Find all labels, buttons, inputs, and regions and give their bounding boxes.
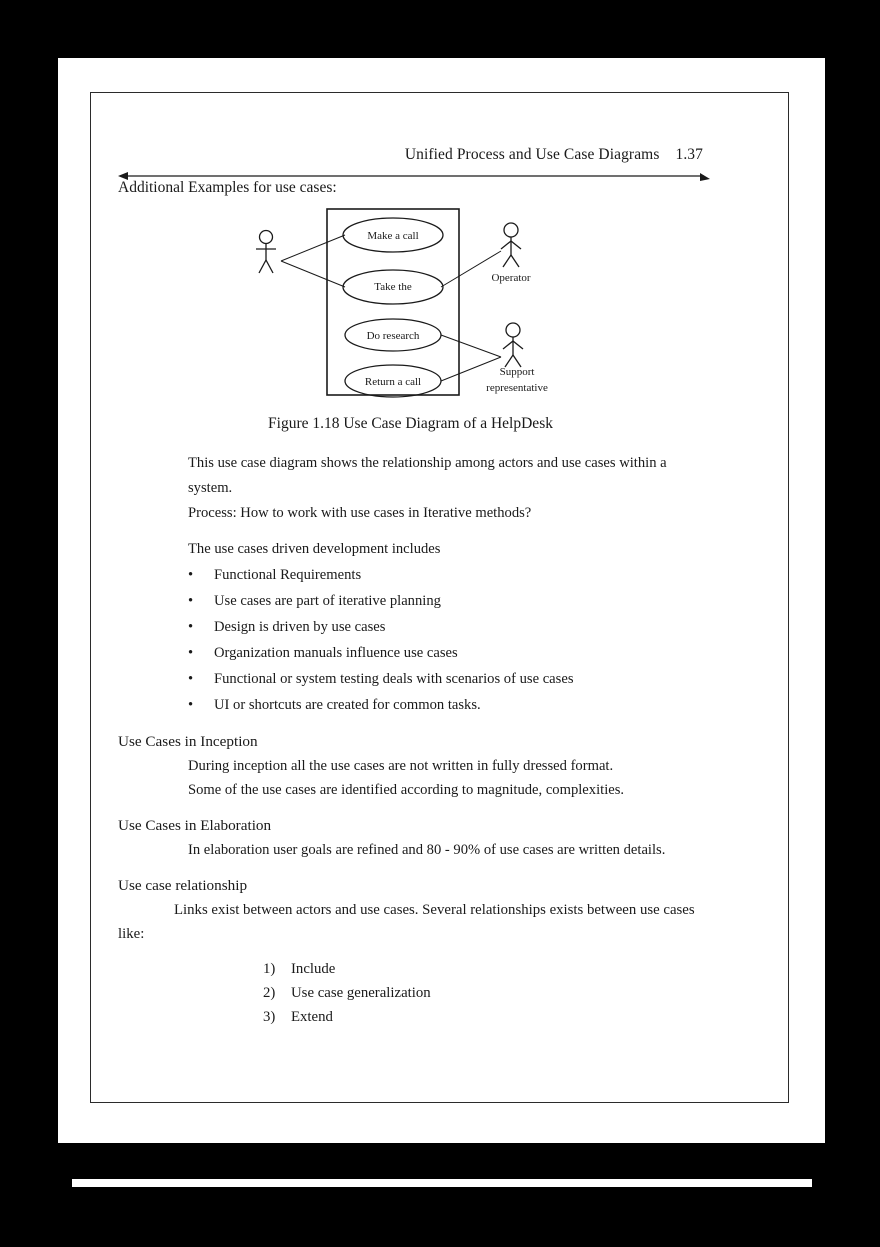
section-heading-elaboration: Use Cases in Elaboration [118, 817, 272, 834]
use-case-diagram-figure [118, 205, 703, 405]
lead-line: Additional Examples for use cases: [118, 179, 337, 196]
list-item [188, 692, 703, 718]
list-item-label: Include [291, 961, 336, 977]
actor-support-label-line2: representative [486, 382, 548, 394]
actor-operator-leg-left [503, 255, 511, 267]
actor-customer [256, 231, 276, 274]
list-item-marker: 1) [263, 961, 276, 977]
actor-operator [501, 223, 521, 267]
running-head-page-number: 1.37 [675, 146, 703, 163]
bullet-icon: • [188, 567, 194, 583]
document-page-sheet [58, 58, 825, 1143]
list-item-marker: 3) [263, 1009, 276, 1025]
elaboration-paragraph-1: In elaboration user goals are refined and 80 - 90% of use cases are written details. [188, 842, 666, 858]
section-heading-inception: Use Cases in Inception [118, 733, 258, 750]
list-item-label: Use case generalization [291, 985, 431, 1001]
list-item-label: Use cases are part of iterative planning [214, 593, 441, 609]
relationship-paragraph-line-2: like: [118, 926, 145, 942]
use-case-label-return-a-call: Return a call [364, 376, 422, 388]
list-item [188, 614, 703, 640]
use-case-ellipses [343, 218, 443, 397]
running-head-text [405, 146, 703, 164]
association-line-support-return-a-call [441, 357, 501, 381]
bullet-icon: • [188, 697, 194, 713]
actor-operator-head [504, 223, 518, 237]
bullet-icon: • [188, 593, 194, 609]
bullet-icon: • [188, 645, 194, 661]
actor-customer-head [260, 231, 273, 244]
actor-operator-arm-right [511, 241, 521, 249]
list-item [263, 981, 703, 1005]
actor-support-arm-left [503, 341, 513, 349]
list-item-label: Organization manuals influence use cases [214, 645, 458, 661]
association-line-support-do-research [441, 335, 501, 357]
association-line-customer-make-a-call [281, 235, 345, 261]
list-item [263, 1005, 703, 1029]
actor-support-head [506, 323, 520, 337]
actor-support-arm-right [513, 341, 523, 349]
list-item-label: Design is driven by use cases [214, 619, 386, 635]
driven-development-bullet-list [118, 562, 703, 718]
page-content [118, 148, 703, 1029]
list-item-label: Functional Requirements [214, 567, 362, 583]
use-case-label-take-the: Take the [374, 281, 412, 293]
section-heading-use-case-relationship: Use case relationship [118, 877, 248, 894]
use-case-diagram-svg [249, 205, 559, 405]
inception-paragraph-1: During inception all the use cases are not written in fully dressed format. [188, 758, 614, 774]
figure-caption: Figure 1.18 Use Case Diagram of a HelpDesk [268, 415, 553, 432]
list-item [188, 562, 703, 588]
bullet-icon: • [188, 671, 194, 687]
actor-customer-leg-right [266, 260, 273, 273]
use-case-label-do-research: Do research [366, 330, 420, 342]
driven-development-intro: The use cases driven development includes [188, 541, 441, 557]
running-head-title: Unified Process and Use Case Diagrams [404, 146, 660, 163]
list-item [263, 957, 703, 981]
list-item-marker: 2) [263, 985, 276, 1001]
relationship-numbered-list [118, 957, 703, 1029]
intro-paragraph-2: Process: How to work with use cases in Iterative methods? [188, 505, 532, 521]
actor-operator-label: Operator [491, 272, 531, 284]
list-item [188, 640, 703, 666]
header-double-arrow-rule [118, 170, 710, 182]
actor-support-representative [503, 323, 523, 367]
actor-operator-leg-right [511, 255, 519, 267]
list-item [188, 588, 703, 614]
use-case-label-make-a-call: Make a call [367, 230, 419, 242]
intro-paragraph-1: This use case diagram shows the relationship among actors and use cases within a system. [188, 455, 667, 496]
list-item [188, 666, 703, 692]
association-line-customer-take-the [281, 261, 345, 287]
running-head [118, 148, 703, 178]
list-item-label: UI or shortcuts are created for common tasks. [214, 697, 481, 713]
relationship-paragraph-line-1 [118, 898, 703, 922]
actor-support-label-line1: Support [499, 366, 535, 378]
relationship-paragraph-text: Links exist between actors and use cases. Several relationships exists between use cases [174, 902, 695, 918]
actor-operator-arm-left [501, 241, 511, 249]
actor-customer-leg-left [259, 260, 266, 273]
list-item-label: Extend [291, 1009, 333, 1025]
list-item-label: Functional or system testing deals with scenarios of use cases [214, 671, 574, 687]
inception-paragraph-2: Some of the use cases are identified according to magnitude, complexities. [188, 782, 625, 798]
bullet-icon: • [188, 619, 194, 635]
horizontal-scrollbar[interactable] [72, 1179, 812, 1187]
